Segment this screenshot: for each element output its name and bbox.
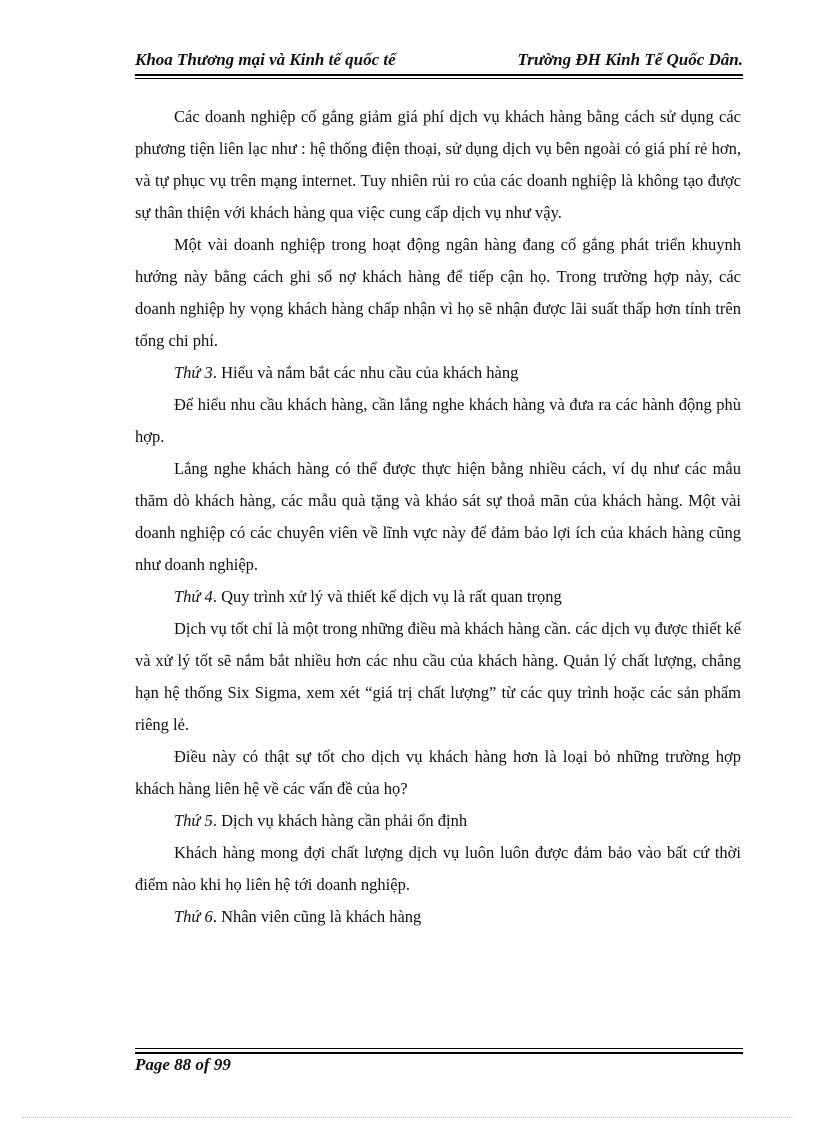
paragraph: Dịch vụ tốt chỉ là một trong những điều mà khách hàng cần. các dịch vụ được thiết kế và xử lý tốt sẽ nắm bắt nhiều hơn các nhu cầu của khách hàng. Quản lý chất lượng, chẳng hạn hệ thống Six Sigma, xem xét “giá trị chất lượng” từ các quy trình hoặc các sản phẩm riêng lẻ. bbox=[135, 619, 741, 734]
paragraph: Lắng nghe khách hàng có thể được thực hiện bằng nhiều cách, ví dụ như các mẫu thăm dò khách hàng, các mẫu quà tặng và khảo sát sự thoả mãn của khách hàng. Một vài doanh nghiệp có các chuyên viên về lĩnh vực này để đảm bảo lợi ích của khách hàng cũng như doanh nghiệp. bbox=[135, 459, 741, 574]
header-rule-thin bbox=[135, 78, 743, 79]
section-heading: Thứ 3. Hiểu và nắm bắt các nhu cầu của khách hàng bbox=[174, 363, 519, 382]
footer-rule-thin bbox=[135, 1048, 743, 1049]
section-heading: Thứ 6. Nhân viên cũng là khách hàng bbox=[174, 907, 422, 926]
section-heading: Thứ 4. Quy trình xử lý và thiết kế dịch vụ là rất quan trọng bbox=[174, 587, 562, 606]
paragraph: Các doanh nghiệp cố gắng giảm giá phí dịch vụ khách hàng bằng cách sử dụng các phương tiện liên lạc như : hệ thống điện thoại, sử dụng dịch vụ bên ngoài có giá phí rẻ hơn, và tự phục vụ trên mạng internet. Tuy nhiên rủi ro của các doanh nghiệp là không tạo được sự thân thiện với khách hàng qua việc cung cấp dịch vụ như vậy. bbox=[135, 107, 741, 222]
paragraph: Một vài doanh nghiệp trong hoạt động ngân hàng đang cố gắng phát triển khuynh hướng này bằng cách ghi sổ nợ khách hàng để tiếp cận họ. Trong trường hợp này, các doanh nghiệp hy vọng khách hàng chấp nhận vì họ sẽ nhận được lãi suất thấp hơn tính trên tổng chi phí. bbox=[135, 235, 741, 350]
page-edge bbox=[22, 1117, 794, 1118]
section-number: Thứ 5 bbox=[174, 811, 213, 830]
paragraph: Để hiểu nhu cầu khách hàng, cần lắng nghe khách hàng và đưa ra các hành động phù hợp. bbox=[135, 395, 741, 446]
header-university: Trường ĐH Kinh Tế Quốc Dân. bbox=[517, 50, 743, 69]
section-heading: Thứ 5. Dịch vụ khách hàng cần phải ổn định bbox=[174, 811, 468, 830]
footer-rule-thick bbox=[135, 1052, 743, 1054]
header-faculty: Khoa Thương mại và Kinh tế quốc tế bbox=[135, 50, 396, 69]
paragraph: Điều này có thật sự tốt cho dịch vụ khách hàng hơn là loại bỏ những trường hợp khách hàng liên hệ về các vấn đề của họ? bbox=[135, 747, 741, 798]
header-rule-thick bbox=[135, 74, 743, 76]
section-number: Thứ 6 bbox=[174, 907, 213, 926]
body-text bbox=[135, 101, 741, 933]
section-number: Thứ 3 bbox=[174, 363, 213, 382]
section-number: Thứ 4 bbox=[174, 587, 213, 606]
paragraph: Khách hàng mong đợi chất lượng dịch vụ luôn luôn được đảm bảo vào bất cứ thời điểm nào khi họ liên hệ tới doanh nghiệp. bbox=[135, 843, 741, 894]
page-number: Page 88 of 99 bbox=[135, 1055, 231, 1074]
page-header bbox=[135, 50, 743, 74]
